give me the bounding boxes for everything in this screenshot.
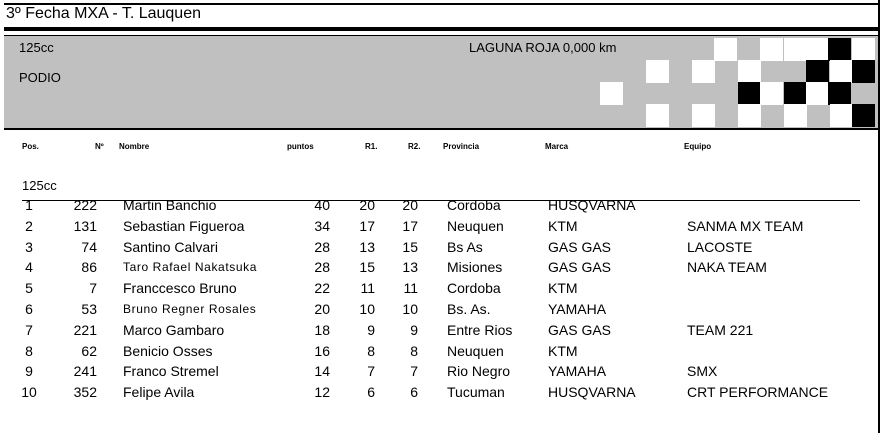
header-band	[4, 36, 880, 128]
table-row	[0, 197, 880, 217]
points-cell: 20	[314, 301, 330, 317]
number-cell: 62	[81, 342, 97, 359]
province-cell: Tucuman	[447, 384, 505, 401]
r1-cell: 17	[359, 217, 375, 234]
province-cell: Cordoba	[447, 280, 501, 297]
flag-square	[692, 104, 715, 127]
brand-cell: YAMAHA	[548, 363, 607, 380]
number-cell: 352	[73, 384, 97, 401]
number-cell: 7	[89, 280, 97, 297]
r1-cell: 15	[359, 259, 375, 276]
band-bottom-line	[4, 128, 880, 130]
r2-cell: 7	[410, 363, 418, 380]
table-row	[0, 239, 880, 259]
brand-cell: KTM	[548, 342, 578, 359]
r2-cell: 13	[402, 259, 418, 276]
flag-square	[646, 104, 669, 127]
points-cell: 40	[314, 197, 330, 213]
table-row	[0, 218, 880, 238]
column-header: Nº	[95, 142, 104, 151]
r2-cell: 20	[402, 197, 418, 213]
name-cell: Santino Calvari	[123, 238, 218, 255]
table-row	[0, 322, 880, 342]
flag-square	[830, 60, 853, 83]
flag-square	[760, 38, 783, 61]
province-cell: Rio Negro	[447, 363, 511, 380]
name-cell: Felipe Avila	[123, 384, 195, 401]
brand-cell: KTM	[548, 280, 578, 297]
points-cell: 34	[314, 217, 330, 234]
table-row	[0, 280, 880, 300]
name-cell: Taro Rafael Nakatsuka	[123, 260, 257, 275]
points-cell: 16	[314, 342, 330, 359]
pos-cell: 6	[25, 301, 33, 317]
brand-cell: GAS GAS	[548, 259, 612, 276]
flag-square	[806, 60, 829, 83]
column-header: Marca	[545, 142, 569, 151]
r2-cell: 11	[403, 280, 418, 297]
r1-cell: 8	[367, 342, 375, 359]
flag-square	[852, 38, 875, 61]
column-header: puntos	[287, 142, 314, 151]
pos-cell: 10	[21, 384, 37, 401]
points-cell: 22	[314, 280, 330, 297]
pos-cell: 8	[25, 342, 33, 359]
flag-square	[828, 38, 851, 61]
name-cell: Bruno Regner Rosales	[123, 302, 257, 316]
flag-square	[738, 82, 761, 105]
pos-cell: 1	[25, 197, 33, 213]
flag-square	[806, 82, 829, 105]
flag-square	[852, 104, 875, 127]
number-cell: 241	[73, 363, 97, 380]
name-cell: Martin Banchio	[123, 197, 217, 213]
flag-square	[830, 104, 853, 127]
pos-cell: 4	[25, 259, 33, 276]
province-cell: Neuquen	[447, 217, 504, 234]
r1-cell: 13	[359, 238, 375, 255]
page-title: 3º Fecha MXA - T. Lauquen	[6, 5, 201, 22]
flag-square	[692, 60, 715, 83]
pos-cell: 2	[25, 217, 33, 234]
team-cell: TEAM 221	[687, 321, 754, 338]
number-cell: 221	[73, 321, 97, 338]
table-row	[0, 301, 880, 321]
flag-square	[646, 60, 669, 83]
r1-cell: 10	[359, 301, 375, 317]
flag-square	[738, 104, 761, 127]
province-cell: Bs. As.	[447, 301, 491, 317]
brand-cell: GAS GAS	[548, 321, 612, 338]
flag-square	[600, 82, 623, 105]
r2-cell: 15	[402, 238, 418, 255]
name-cell: Franco Stremel	[123, 363, 219, 380]
number-cell: 53	[81, 301, 97, 317]
flag-square	[828, 82, 851, 105]
column-header: Pos.	[22, 142, 39, 151]
column-header: R2.	[408, 142, 421, 151]
flag-square	[738, 60, 761, 83]
pos-cell: 5	[25, 280, 33, 297]
brand-cell: KTM	[548, 217, 578, 234]
team-cell: SANMA MX TEAM	[687, 217, 804, 234]
points-cell: 18	[314, 321, 330, 338]
name-cell: Benicio Osses	[123, 342, 213, 359]
province-cell: Misiones	[447, 259, 503, 276]
number-cell: 74	[81, 238, 97, 255]
name-cell: Marco Gambaro	[123, 321, 225, 338]
column-header: Nombre	[119, 142, 150, 151]
table-row	[0, 343, 880, 363]
r2-cell: 9	[410, 321, 418, 338]
flag-square	[852, 60, 875, 83]
team-cell: SMX	[687, 363, 718, 380]
column-header: Provincia	[443, 142, 480, 151]
r1-cell: 7	[367, 363, 375, 380]
title-rule	[4, 27, 880, 31]
flag-square	[784, 104, 807, 127]
name-cell: Franccesco Bruno	[123, 280, 237, 297]
province-cell: Cordoba	[447, 197, 501, 213]
pos-cell: 9	[25, 363, 33, 380]
team-cell: LACOSTE	[687, 238, 753, 255]
r2-cell: 8	[410, 342, 418, 359]
pos-cell: 3	[25, 238, 33, 255]
points-cell: 12	[314, 384, 330, 401]
table-row	[0, 384, 880, 404]
brand-cell: HUSQVARNA	[548, 197, 636, 213]
r1-cell: 9	[367, 321, 375, 338]
r1-cell: 6	[367, 384, 375, 401]
r1-cell: 11	[360, 280, 375, 297]
column-header: R1.	[365, 142, 378, 151]
number-cell: 222	[73, 197, 97, 213]
session-label: PODIO	[19, 70, 61, 85]
points-cell: 28	[314, 238, 330, 255]
brand-cell: YAMAHA	[548, 301, 607, 317]
r2-cell: 10	[402, 301, 418, 317]
team-cell: NAKA TEAM	[687, 259, 767, 276]
number-cell: 131	[73, 217, 97, 234]
brand-cell: GAS GAS	[548, 238, 612, 255]
group-label: 125cc	[22, 178, 57, 193]
flag-square	[806, 38, 829, 61]
r2-cell: 17	[402, 217, 418, 234]
brand-cell: HUSQVARNA	[548, 384, 636, 401]
flag-square	[714, 38, 737, 61]
province-cell: Bs As	[447, 238, 483, 255]
r1-cell: 20	[359, 197, 375, 213]
flag-square	[784, 82, 807, 105]
number-cell: 86	[81, 259, 97, 276]
name-cell: Sebastian Figueroa	[123, 217, 245, 234]
team-cell: CRT PERFORMANCE	[687, 384, 829, 401]
points-cell: 28	[314, 259, 330, 276]
table-row	[0, 259, 880, 279]
category-label: 125cc	[19, 40, 54, 55]
flag-square	[784, 38, 807, 61]
points-cell: 14	[314, 363, 330, 380]
circuit-label: LAGUNA ROJA 0,000 km	[469, 40, 617, 55]
column-header: Equipo	[684, 142, 712, 151]
province-cell: Entre Rios	[447, 321, 513, 338]
province-cell: Neuquen	[447, 342, 504, 359]
table-row	[0, 363, 880, 383]
r2-cell: 6	[410, 384, 418, 401]
flag-square	[760, 82, 783, 105]
pos-cell: 7	[25, 321, 33, 338]
